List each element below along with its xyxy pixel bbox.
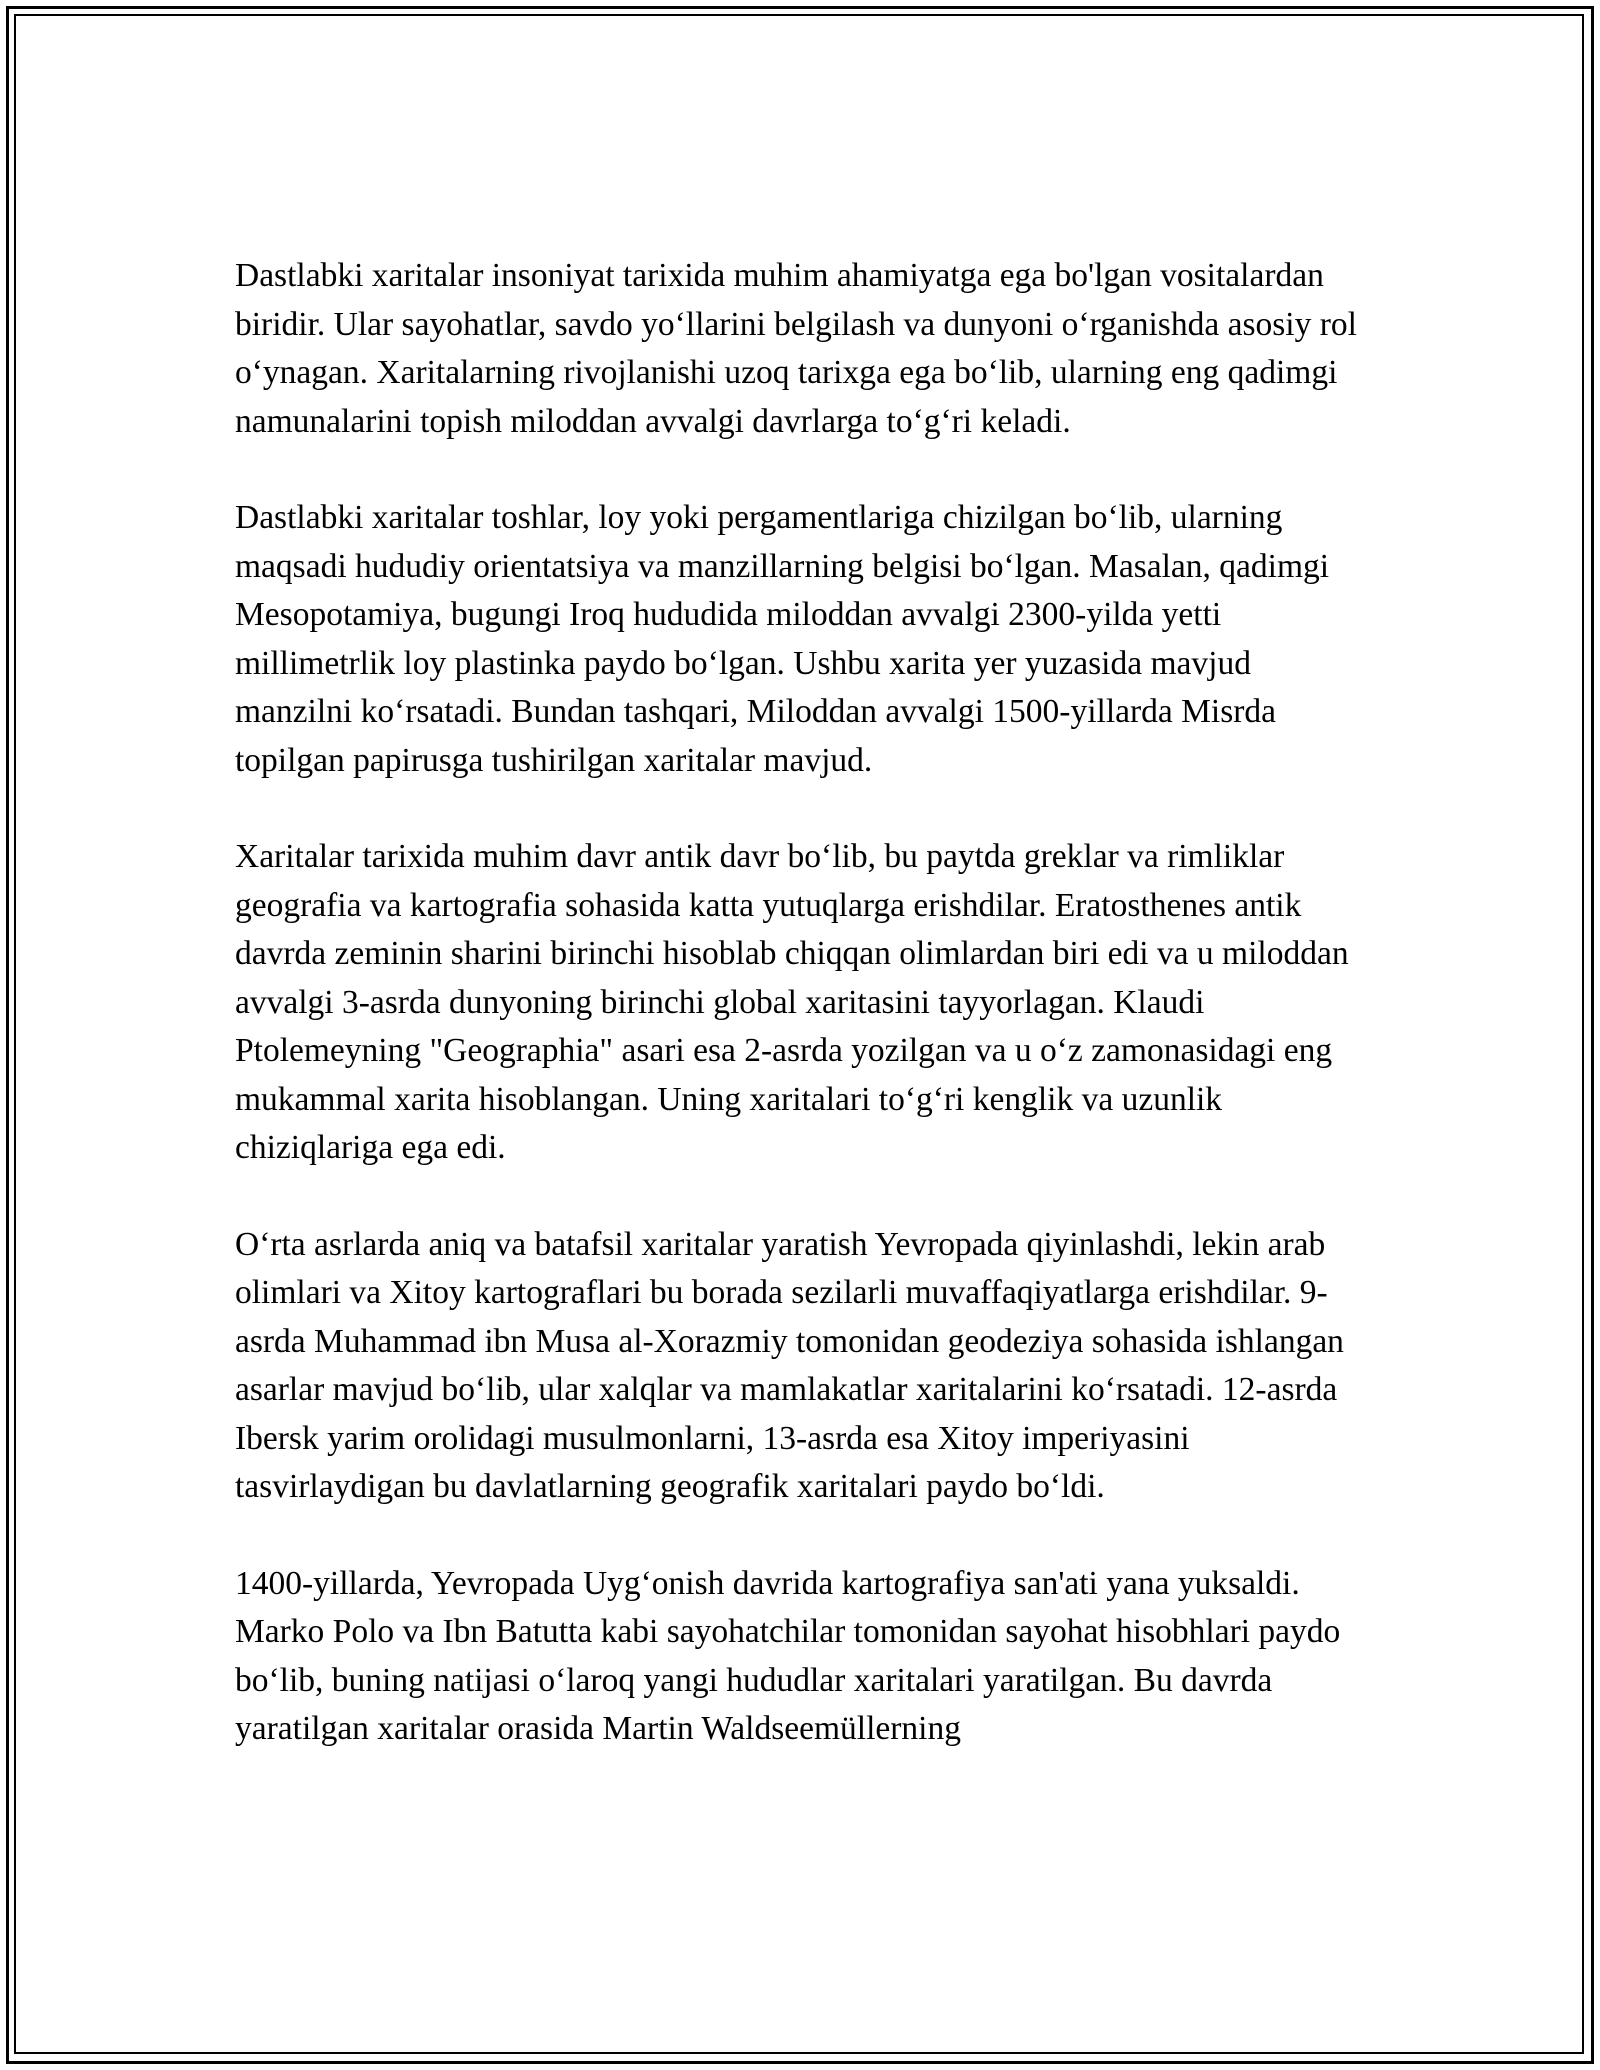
document-body xyxy=(235,252,1375,1802)
paragraph-4: O‘rta asrlarda aniq va batafsil xaritalar yaratish Yevropada qiyinlashdi, lekin arab olimlari va Xitoy kartograflari bu borada sezilarli muvaffaqiyatlarga erishdilar. 9-asrda Muhammad ibn Musa al-Xorazmiy tomonidan geodeziya sohasida ishlangan asarlar mavjud bo‘lib, ular xalqlar va mamlakatlar xaritalarini ko‘rsatadi. 12-asrda Ibersk yarim orolidagi musulmonlarni, 13-asrda esa Xitoy imperiyasini tasvirlaydigan bu davlatlarning geografik xaritalari paydo bo‘ldi. xyxy=(235,1225,1344,1505)
paragraph-2: Dastlabki xaritalar toshlar, loy yoki pergamentlariga chizilgan bo‘lib, ularning maqsadi hududiy orientatsiya va manzillarning belgisi bo‘lgan. Masalan, qadimgi Mesopotamiya, bugungi Iroq hududida miloddan avvalgi 2300-yilda yetti millimetrlik loy plastinka paydo bo‘lgan. Ushbu xarita yer yuzasida mavjud manzilni ko‘rsatadi. Bundan tashqari, Miloddan avvalgi 1500-yillarda Misrda topilgan papirusga tushirilgan xaritalar mavjud. xyxy=(235,499,1330,779)
paragraph-1: Dastlabki xaritalar insoniyat tarixida muhim ahamiyatga ega bo'lgan vositalardan biridir. Ular sayohatlar, savdo yo‘llarini belgilash va dunyoni o‘rganishda asosiy rol o‘ynagan. Xaritalarning rivojlanishi uzoq tarixga ega bo‘lib, ularning eng qadimgi namunalarini topish miloddan avvalgi davrlarga to‘g‘ri keladi. xyxy=(235,257,1357,440)
paragraph-3: Xaritalar tarixida muhim davr antik davr bo‘lib, bu paytda greklar va rimliklar geografia va kartografia sohasida katta yutuqlarga erishdilar. Eratosthenes antik davrda zeminin sharini birinchi hisoblab chiqqan olimlardan biri edi va u miloddan avvalgi 3-asrda dunyoning birinchi global xaritasini tayyorlagan. Klaudi Ptolemeyning "Geographia" asari esa 2-asrda yozilgan va u o‘z zamonasidagi eng mukammal xarita hisoblangan. Uning xaritalari to‘g‘ri kenglik va uzunlik chiziqlariga ega edi. xyxy=(235,838,1349,1166)
paragraph-5: 1400-yillarda, Yevropada Uyg‘onish davrida kartografiya san'ati yana yuksaldi. Marko Polo va Ibn Batutta kabi sayohatchilar tomonidan sayohat hisobhlari paydo bo‘lib, buning natijasi o‘laroq yangi hududlar xaritalari yaratilgan. Bu davrda yaratilgan xaritalar orasida Martin Waldseemüllerning xyxy=(235,1564,1341,1747)
